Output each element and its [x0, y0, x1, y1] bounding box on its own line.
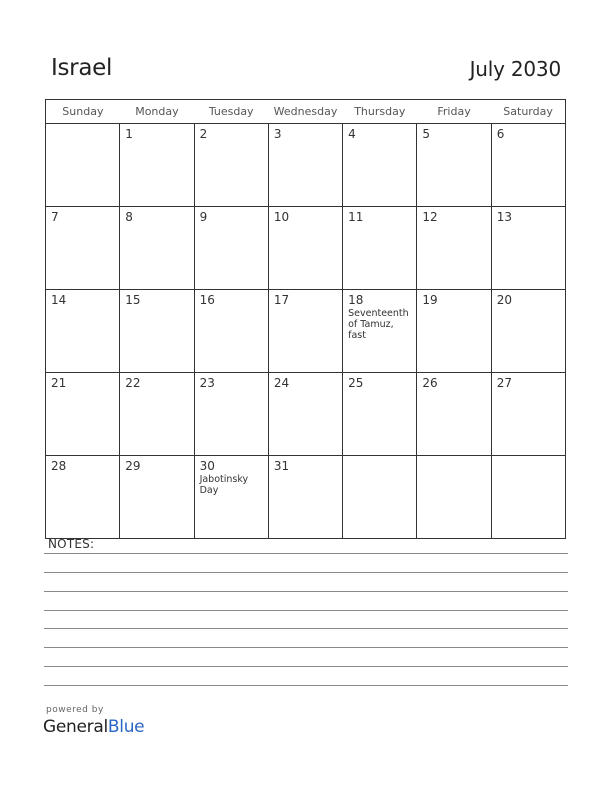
- day-number: 16: [199, 293, 215, 307]
- day-number: 18: [348, 293, 364, 307]
- day-cell: [120, 373, 194, 456]
- day-cell: [194, 124, 268, 207]
- day-number: 1: [125, 127, 133, 141]
- month-year-title: July 2030: [469, 57, 561, 81]
- note-line: [44, 553, 568, 554]
- day-cell: [46, 124, 120, 207]
- day-cell: [343, 290, 417, 373]
- day-cell: [268, 290, 342, 373]
- brand-general: General: [43, 717, 108, 737]
- week-row: [46, 456, 566, 539]
- notes-label: NOTES:: [48, 537, 95, 551]
- day-cell: [268, 124, 342, 207]
- note-line: [44, 628, 568, 629]
- day-cell: [46, 207, 120, 290]
- day-cell: [417, 124, 491, 207]
- brand-logo: [43, 717, 144, 737]
- day-number: 23: [199, 376, 215, 390]
- note-line: [44, 610, 568, 611]
- weekday-thursday: Thursday: [343, 100, 417, 124]
- day-cell: [120, 290, 194, 373]
- day-number: 15: [125, 293, 141, 307]
- day-number: 11: [348, 210, 364, 224]
- day-number: 26: [422, 376, 438, 390]
- week-row: [46, 290, 566, 373]
- day-number: 30: [199, 459, 215, 473]
- day-number: 19: [422, 293, 438, 307]
- day-number: 9: [199, 210, 208, 224]
- day-cell: [343, 456, 417, 539]
- day-number: 21: [51, 376, 67, 390]
- note-line: [44, 591, 568, 592]
- day-number: 5: [422, 127, 431, 141]
- day-cell: [268, 456, 342, 539]
- day-number: 13: [496, 210, 512, 224]
- weekday-wednesday: Wednesday: [268, 100, 342, 124]
- day-number: 7: [51, 210, 59, 224]
- day-cell: [491, 290, 565, 373]
- day-cell: [417, 290, 491, 373]
- day-number: 24: [273, 376, 290, 390]
- day-cell: [46, 290, 120, 373]
- day-number: 17: [273, 293, 290, 307]
- holiday-label: Jabotinsky Day: [199, 474, 249, 496]
- country-title: Israel: [51, 55, 113, 81]
- day-cell: [343, 124, 417, 207]
- day-cell: [343, 373, 417, 456]
- day-number: 10: [273, 210, 290, 224]
- day-number: 25: [348, 376, 364, 390]
- day-cell: [268, 207, 342, 290]
- week-row: [46, 373, 566, 456]
- day-cell: [417, 373, 491, 456]
- day-cell: [268, 373, 342, 456]
- day-cell: [120, 456, 194, 539]
- day-cell: [194, 207, 268, 290]
- day-cell: [194, 290, 268, 373]
- weekday-header-row: [46, 100, 566, 124]
- day-cell: [491, 207, 565, 290]
- note-line: [44, 685, 568, 686]
- brand-blue: Blue: [107, 717, 145, 737]
- week-row: [46, 207, 566, 290]
- weekday-friday: Friday: [417, 100, 491, 124]
- day-number: 8: [125, 210, 133, 224]
- powered-by-text: powered by: [46, 705, 104, 715]
- day-cell: [120, 207, 194, 290]
- day-cell: [194, 373, 268, 456]
- day-cell: [46, 456, 120, 539]
- day-cell: [417, 456, 491, 539]
- day-number: 20: [496, 293, 512, 307]
- day-number: 2: [199, 127, 208, 141]
- day-number: 6: [496, 127, 505, 141]
- day-number: 14: [51, 293, 67, 307]
- day-number: 29: [125, 459, 141, 473]
- weekday-sunday: Sunday: [46, 100, 120, 124]
- day-cell: [46, 373, 120, 456]
- day-cell: [491, 373, 565, 456]
- note-line: [44, 572, 568, 573]
- day-number: 4: [348, 127, 356, 141]
- weekday-saturday: Saturday: [491, 100, 565, 124]
- weekday-tuesday: Tuesday: [194, 100, 268, 124]
- week-row: [46, 124, 566, 207]
- day-cell: [343, 207, 417, 290]
- note-line: [44, 666, 568, 667]
- day-cell: [120, 124, 194, 207]
- day-number: 28: [51, 459, 67, 473]
- weekday-monday: Monday: [120, 100, 194, 124]
- day-cell: [417, 207, 491, 290]
- day-cell: [491, 124, 565, 207]
- day-cell: [491, 456, 565, 539]
- day-number: 3: [273, 127, 282, 141]
- note-line: [44, 647, 568, 648]
- holiday-label: Seventeenth of Tamuz, fast: [348, 308, 409, 341]
- day-number: 31: [273, 459, 290, 473]
- day-number: 27: [496, 376, 512, 390]
- calendar-grid: [45, 99, 566, 539]
- day-number: 12: [422, 210, 438, 224]
- day-number: 22: [125, 376, 141, 390]
- day-cell: [194, 456, 268, 539]
